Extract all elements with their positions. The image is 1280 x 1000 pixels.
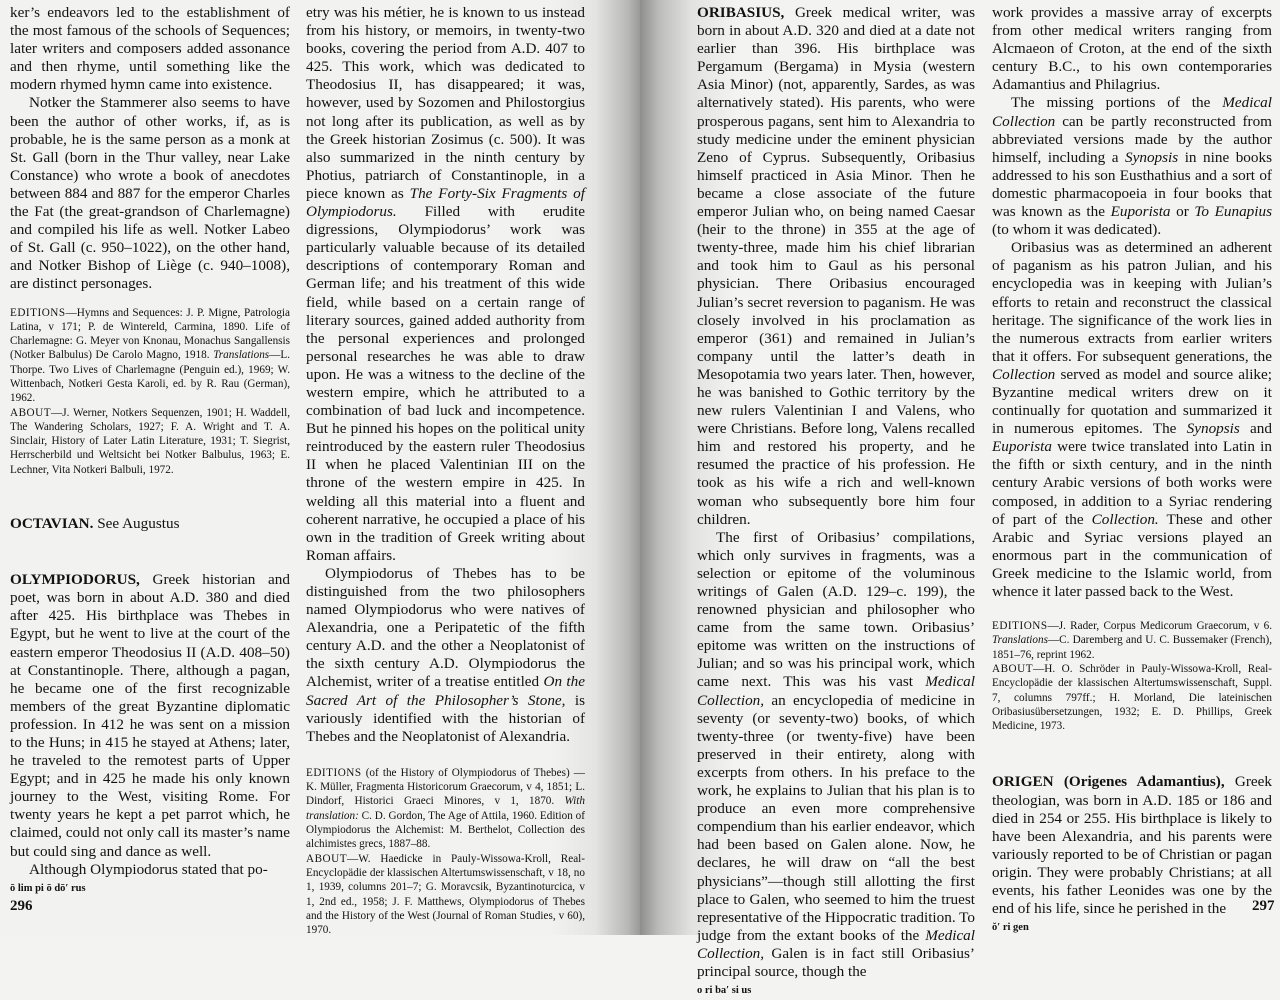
page-number-right: 297 — [1252, 898, 1275, 914]
translations-label: Translations — [992, 634, 1048, 647]
about-text: —J. Werner, Notkers Sequenzen, 1901; H. Waddell, The Wandering Scholars, 1927; F. A. Wright and T. A. Sinclair, History of Later Latin Literature, 1931; T. Siegrist, Herrscherbild und Weltsicht bei Notker Balbulus, 1963; E. Lechner, Vita Notkeri Balbuli, 1972. — [10, 406, 290, 476]
translations-text: —C. Daremberg and U. C. Bussemaker (French), 1851–76, reprint 1962. — [992, 634, 1272, 661]
medical-collection-title: Medical Collection — [992, 94, 1272, 130]
about-text: —H. O. Schröder in Pauly-Wissowa-Kroll, Real-Encyclopädie der klassischen Altertumswissenschaft, Suppl. 7, columns 797ff.; H. Morland, Die lateinischen Oribasiusübersetzungen, 1932; E. D. Phillips, Greek Medicine, 1973. — [992, 662, 1272, 733]
translation-label: With translation: — [306, 795, 585, 822]
origen-headword: ORIGEN (Origenes Adamantius), — [992, 773, 1225, 791]
oribasius-paragraph-3: work provides a massive array of excerpts from other medical writers ranging from Alcmaeon of Croton, at the end of the sixth century B.C., to his own contemporaries Adamantius and Philagrius. — [992, 4, 1272, 94]
origen-paragraph-1: Greek theologian, was born in A.D. 185 or 186 and died in 254 or 255. His birthplace is likely to have been Alexandria, and his parents were variously reported to be of Christian or pagan origin. They were probably Christians; at all events, his father Leonides was one by the end of his life, since he perished in the — [992, 773, 1272, 918]
editions-text: (of the History of Olympiodorus of Thebes) —K. Müller, Fragmenta Historicorum Graecorum, v 4, 1851; L. Dindorf, Historici Graeci Minores, v 1, 1870. — [306, 766, 585, 808]
editions-text: —J. Rader, Corpus Medicorum Graecorum, v 6. — [1047, 620, 1272, 633]
editions-text: —Hymns and Sequences: J. P. Migne, Patrologia Latina, v 171; P. de Wintereld, Carmina, 1890. Life of Charlemagne: G. Meyer von Knonau, Monachus Sangallensis (Notker Balbulus) De Carolo Magno, 1918. — [10, 306, 290, 362]
oribasius-references — [992, 619, 1272, 733]
oribasius-paragraph-4: The missing portions of the Medical Collection can be partly reconstructed from abbreviated versions made by the author himself, including a Synopsis in nine books addressed to his son Eusthathius and a sort of domestic pharmacopoeia in four books that was known as the Euporista or To Eunapius (to whom it was dedicated). — [992, 94, 1272, 239]
oribasius-paragraph-2: The first of Oribasius’ compilations, which only survives in fragments, was a selection or epitome of the voluminous writings of Galen (A.D. 129–c. 199), the renowned physician and philosopher who came from the same town. Oribasius’ epitome was written on the instructions of Julian; and so was his principal work, which came next. This was his vast Medical Collection, an encyclopedia of medicine in seventy (or seventy-two) books, of which twenty-three (or twenty-five) have been preserved in their entirety, along with excerpts from others. In his preface to the work, he explains to Julian that his plan is to produce an even more comprehensive compendium than his earlier endeavor, which had been based on Galen alone. Now, he declares, he will draw on “all the best physicians”—though still allotting the first place to Galen, who seemed to him the truest representative of the Hippocratic tradition. To judge from the extant books of the Medical Collection, Galen is in fact still Oribasius’ principal source, though the — [697, 528, 975, 980]
page-number-left: 296 — [10, 898, 33, 914]
notker-paragraph: Notker the Stammerer also seems to have been the author of other works, if, as is probable, he is the same person as a monk at St. Gall (born in the Thur valley, near Lake Constance) who wrote a book of anecdotes between 884 and 887 for the emperor Charles the Fat (the great-grandson of Charlemagne) and compiled his life as well. Notker Labeo of St. Gall (c. 950–1022), on the other hand, and Notker Bishop of Liège (c. 940–1008), are distinct personages. — [10, 94, 290, 293]
to-eunapius-title: To Eunapius — [1194, 203, 1272, 221]
collection-title: Collection — [992, 365, 1056, 383]
editions-label: EDITIONS — [10, 306, 66, 319]
about-label: ABOUT — [306, 852, 348, 865]
olympiodorus-pronunciation: ō lim pi ō dō′ rus — [10, 882, 86, 894]
sacred-art-title: On the Sacred Art of the Philosopher’s Stone, — [306, 673, 585, 709]
origen-pronunciation: ŏ′ ri gen — [992, 922, 1029, 934]
translations-label: Translations — [213, 349, 270, 362]
editions-label: EDITIONS — [306, 766, 362, 779]
oribasius-paragraph-1: Greek medical writer, was born in about A.D. 320 and died at a date not earlier than 396. His birthplace was Pergamum (Bergama) in Mysia (western Asia Minor) (not, apparently, Sardes, as was alternatively stated). His parents, who were prosperous pagans, sent him to Alexandria to study medicine under the eminent physician Zeno of Cyprus. Subsequently, Oribasius himself practiced in Asia Minor. Then he became a close associate of the future emperor Julian who, on being named Caesar (heir to the throne) in 355 at the age of twenty-three, made him his chief librarian and took him to Gaul as his personal physician. There Oribasius encouraged Julian’s secret reversion to paganism. He was closely involved in his proclamation as emperor (361) and remained in Julian’s company until the latter’s death in Mesopotamia two years later. Then, however, he was banished to Gothic territory by the new rulers Valentinian I and Valens, who were Christians. Before long, Valens recalled him and restored his property, and he resumed the practice of his profession. He took as his wife a rich and well-known woman who subsequently bore him four children. — [697, 4, 975, 528]
oribasius-headword: ORIBASIUS, — [697, 4, 785, 21]
origen-entry — [992, 773, 1272, 918]
octavian-entry — [10, 515, 290, 533]
olympiodorus-paragraph-2: Although Olympiodorus stated that po- — [29, 860, 268, 878]
right-page — [640, 0, 1280, 997]
translation-text: C. D. Gordon, The Age of Attila, 1960. Edition of Olympiodorus the Alchemist: M. Berthelot, Collection des alchimistes grecs, 1887–88. — [306, 809, 585, 851]
editions-label: EDITIONS — [992, 620, 1048, 633]
translations-text: —L. Thorpe. Two Lives of Charlemagne (Penguin ed.), 1969; W. Wittenbach, Notkeri Gesta Karoli, ed. by R. Rau (German), 1962. — [10, 349, 290, 405]
olympiodorus-paragraph-1: Greek historian and poet, was born in about A.D. 380 and died after 425. His birthplace was Thebes in Egypt, but he went to live at the court of the eastern emperor Theodosius II (A.D. 408–50) at Constantinople. There, although a pagan, he became one of the first recognizable members of the great Byzantine diplomatic profession. In 412 he was sent on a mission to the Huns; in 415 he stayed at Athens; later, he traveled to the remotest parts of Upper Egypt; and in 425 he made his only known journey to the West, visiting Rome. For twenty years he kept a pet parrot which, he claimed, could not only call its master’s name but could sing and dance as well. — [10, 571, 290, 860]
octavian-headword: OCTAVIAN. — [10, 515, 94, 533]
olympiodorus-paragraph-3: etry was his métier, he is known to us instead from his history, or memoirs, in twenty-two books, covering the period from A.D. 407 to 425. This work, which was dedicated to Theodosius II, has disappeared; it was, however, used by Sozomen and Philostorgius not long after its publication, as well as by the Greek historian Zosimus (c. 500). It was also summarized in the ninth century by Photius, patriarch of Constantinople, in a piece known as The Forty-Six Fragments of Olympiodorus. Filled with erudite digressions, Olympiodorus’ work was particularly valuable because of its detailed descriptions of contemporary Roman and German life; and his treatment of this wide field, while based on a certain range of literary sources, gained added authority from the personal experiences and prolonged personal researches he was able to draw upon. He was a witness to the decline of the western empire, which he attributed to a combination of bad luck and incompetence. But he pinned his hopes on the political unity reintroduced by the eastern ruler Theodosius II when he placed Valentinian III on the throne of the western empire in 425. In welding all this material into a fluent and coherent narrative, he occupied a place of his own in the tradition of Greek writing about Roman affairs. — [306, 4, 585, 564]
synopsis-title-2: Synopsis — [1186, 420, 1240, 438]
medical-collection-title-2: Medical Collection, — [697, 926, 975, 962]
olympiodorus-references — [306, 766, 585, 938]
olympiodorus-headword: OLYMPIODORUS, — [10, 571, 140, 589]
notker-references — [10, 306, 290, 478]
about-label: ABOUT — [10, 406, 52, 419]
olympiodorus-paragraph-4: Olympiodorus of Thebes has to be distinguished from the two philosophers named Olympiodorus who were natives of Alexandria, one a Peripatetic of the fifth century A.D. and the other a Neoplatonist of the sixth century A.D. Olympiodorus the Alchemist, writer of a treatise entitled On the Sacred Art of the Philosopher’s Stone, is variously identified with the historian of Thebes and the Neoplatonist of Alexandria. — [306, 564, 585, 745]
right-column-1 — [697, 4, 975, 997]
forty-six-fragments-title: The Forty-Six Fragments of Olympiodorus. — [306, 184, 585, 221]
medical-collection-title: Medical Collection, — [697, 673, 975, 709]
octavian-cross-reference: See Augustus — [93, 515, 180, 533]
about-label: ABOUT — [992, 662, 1034, 675]
oribasius-pronunciation: o ri ba′ si us — [697, 985, 752, 997]
left-page — [0, 0, 640, 935]
oribasius-paragraph-5: Oribasius was as determined an adherent of paganism as his patron Julian, and his encyclopedia was in keeping with Julian’s efforts to retain and reconstruct the classical heritage. The significance of the work lies in the numerous extracts from earlier writers that it offers. For subsequent generations, the Collection served as model and source alike; Byzantine medical writers drew on it continually for quotation and summarized it in numerous epitomes. The Synopsis and Euporista were twice translated into Latin in the fifth or sixth century, and in the ninth century Arabic versions of both works were composed, in addition to a Syriac rendering of part of the Collection. These and other Arabic and Syriac versions played an enormous part in the communication of Greek medicine to the Islamic world, from whence it later passed back to the West. — [992, 239, 1272, 600]
euporista-title-2: Euporista — [992, 438, 1052, 456]
olympiodorus-entry — [10, 571, 290, 861]
oribasius-entry — [697, 4, 975, 529]
left-column-2 — [306, 4, 585, 937]
collection-title-2: Collection. — [1091, 510, 1159, 528]
euporista-title: Euporista — [1110, 203, 1171, 221]
synopsis-title: Synopsis — [1125, 148, 1179, 166]
about-text: —W. Haedicke in Pauly-Wissowa-Kroll, Real-Encyclopädie der klassischen Altertumswissenschaft, v 18, no 1, 1939, columns 201–7; G. Moravcsik, Byzantinoturcica, v 1, 2nd ed., 1958; J. F. Matthews, Olympiodorus of Thebes and the History of the West (Journal of Roman Studies, v 60), 1970. — [306, 852, 585, 937]
notker-continued-paragraph: ker’s endeavors led to the establishment of the most famous of the schools of Sequences; later writers and composers added assonance and then rhyme, until something like the modern rhymed hymn came into existence. — [10, 4, 290, 94]
left-column-1 — [10, 4, 290, 896]
